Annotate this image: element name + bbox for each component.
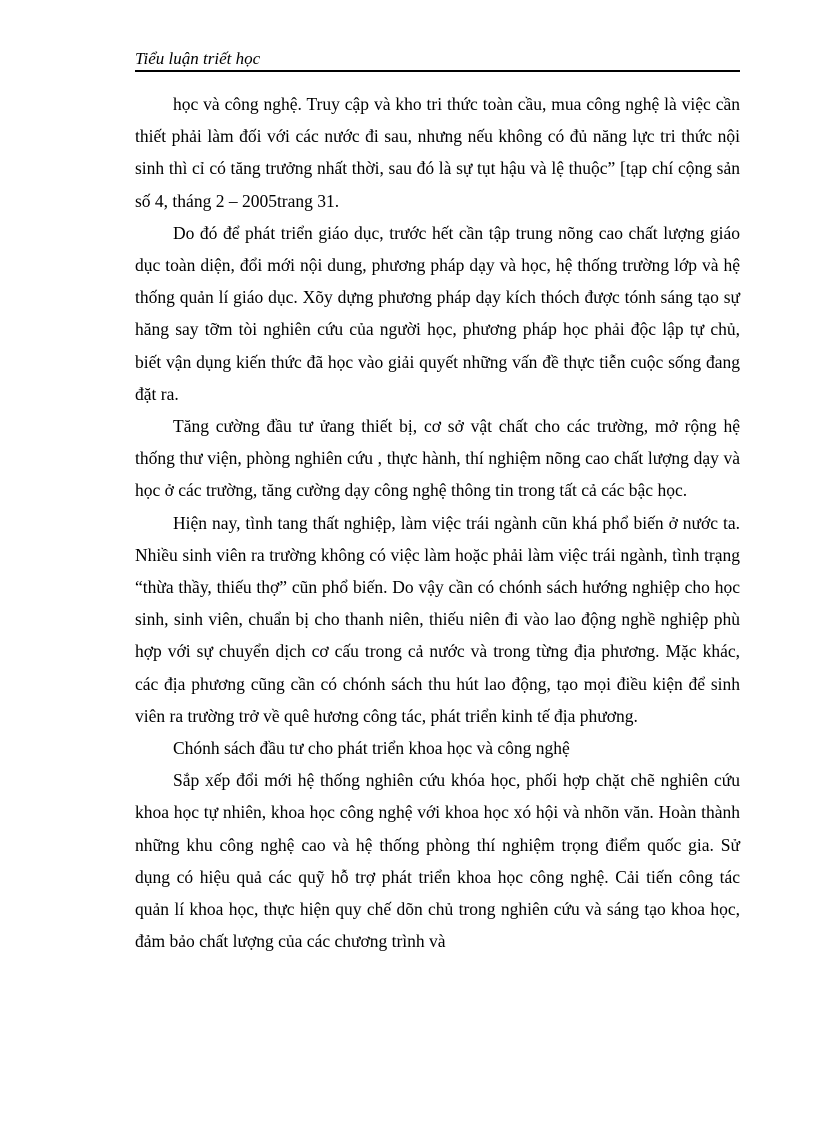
- paragraph-4: Hiện nay, tình tang thất nghiệp, làm việc trái ngành cũn khá phổ biến ở nước ta. Nhiều sinh viên ra trường không có việc làm hoặc phải làm việc trái ngành, tình trạng “thừa thầy, thiếu thợ” cũn phổ biến. Do vậy cần có chónh sách hướng nghiệp cho học sinh, sinh viên, chuẩn bị cho thanh niên, thiếu niên đi vào lao động nghề nghiệp phù hợp với sự chuyển dịch cơ cấu trong cả nước và trong từng địa phương. Mặc khác, các địa phương cũng cần có chónh sách thu hút lao động, tạo mọi điều kiện để sinh viên ra trường trở về quê hương công tác, phát triển kinh tế địa phương.: [135, 512, 740, 726]
- section-heading: Chónh sách đầu tư cho phát triển khoa học và công nghệ: [173, 738, 570, 759]
- document-body: [135, 88, 740, 957]
- paragraph-5: Sắp xếp đổi mới hệ thống nghiên cứu khóa học, phối hợp chặt chẽ nghiên cứu khoa học tự nhiên, khoa học công nghệ với khoa học xó hội và nhõn văn. Hoàn thành những khu công nghệ cao và hệ thống phòng thí nghiệm trọng điểm quốc gia. Sử dụng có hiệu quả các quỹ hỗ trợ phát triển khoa học công nghệ. Cải tiến công tác quản lí khoa học, thực hiện quy chế dõn chủ trong nghiên cứu và sáng tạo khoa học, đảm bảo chất lượng của các chương trình và: [135, 770, 740, 952]
- paragraph-2: Do đó để phát triển giáo dục, trước hết cần tập trung nõng cao chất lượng giáo dục toàn diện, đổi mới nội dung, phương pháp dạy và học, hệ thống trường lớp và hệ thống quản lí giáo dục. Xõy dựng phương pháp dạy kích thóch được tónh sáng tạo sự hăng say tỡm tòi nghiên cứu của người học, phương pháp học phải độc lập tự chủ, biết vận dụng kiến thức đã học vào giải quyết những vấn đề thực tiễn cuộc sống đang đặt ra.: [135, 222, 740, 404]
- page-header-title: Tiểu luận triết học: [135, 49, 261, 68]
- header-divider: [135, 70, 740, 72]
- paragraph-3: Tăng cường đầu tư ửang thiết bị, cơ sở vật chất cho các trường, mở rộng hệ thống thư viện, phòng nghiên cứu , thực hành, thí nghiệm nõng cao chất lượng dạy và học ở các trường, tăng cường dạy công nghệ thông tin trong tất cả các bậc học.: [135, 416, 740, 501]
- paragraph-1: học và công nghệ. Truy cập và kho tri thức toàn cầu, mua công nghệ là việc cần thiết phải làm đối với các nước đi sau, nhưng nếu không có đủ năng lực tri thức nội sinh thì cỉ có tăng trưởng nhất thời, sau đó là sự tụt hậu và lệ thuộc” [tạp chí cộng sản số 4, tháng 2 – 2005trang 31.: [135, 94, 740, 211]
